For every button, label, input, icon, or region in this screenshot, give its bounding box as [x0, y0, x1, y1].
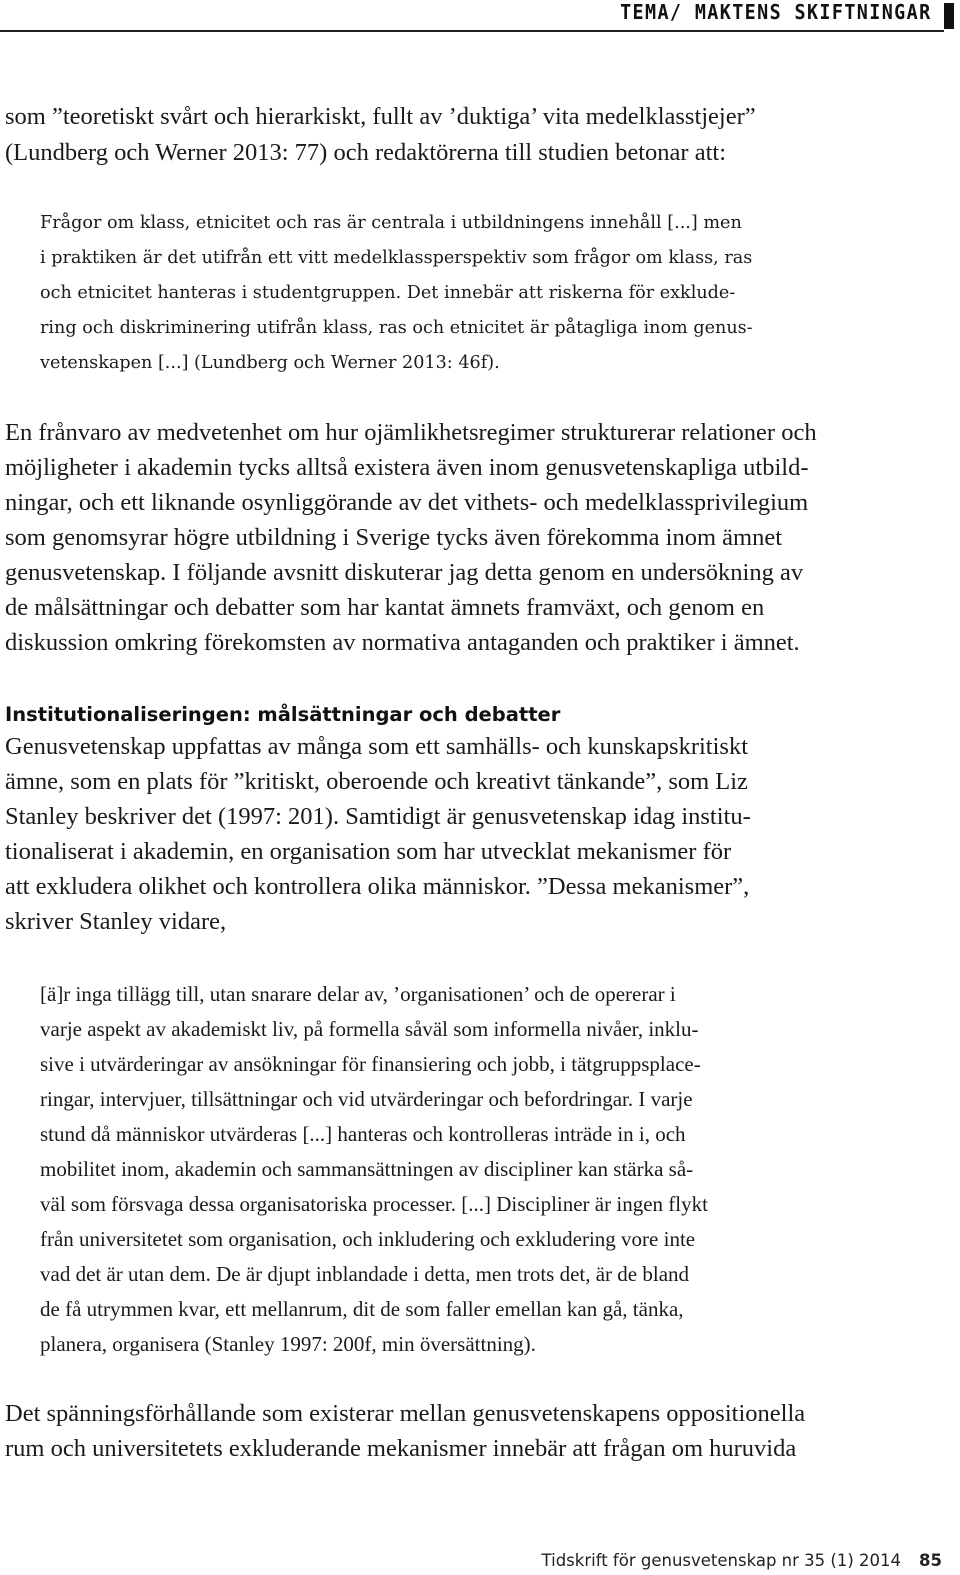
quote-line: väl som försvaga dessa organisatoriska processer. [...] Discipliner är ingen flykt — [40, 1192, 708, 1216]
text-line: (Lundberg och Werner 2013: 77) och redaktörerna till studien betonar att: — [5, 139, 727, 166]
quote-line: de få utrymmen kvar, ett mellanrum, dit de som faller emellan kan gå, tänka, — [40, 1297, 684, 1321]
text-line: tionaliserat i akademin, en organisation som har utvecklat mekanismer för — [5, 838, 732, 865]
text-line: ämne, som en plats för ”kritiskt, oberoende och kreativt tänkande”, som Liz — [5, 768, 748, 795]
text-line: de målsättningar och debatter som har kantat ämnets framväxt, och genom en — [5, 594, 765, 621]
text-line: att exkludera olikhet och kontrollera olika människor. ”Dessa mekanismer”, — [5, 873, 750, 900]
text-line: diskussion omkring förekomsten av normativa antaganden och praktiker i ämnet. — [5, 629, 800, 656]
text-line: skriver Stanley vidare, — [5, 908, 227, 935]
quote-line: ringar, intervjuer, tillsättningar och vid utvärderingar och befordringar. I varje — [40, 1087, 693, 1111]
quote-line: i praktiken är det utifrån ett vitt medelklassperspektiv som frågor om klass, ras — [40, 248, 753, 268]
quote-line: från universitetet som organisation, och inkludering och exkludering vore inte — [40, 1227, 696, 1251]
text-line: Genusvetenskap uppfattas av många som ett samhälls- och kunskapskritiskt — [5, 733, 749, 760]
quote-line: sive i utvärderingar av ansökningar för finansiering och jobb, i tätgruppsplace- — [40, 1052, 701, 1076]
text-line: rum och universitetets exkluderande mekanismer innebär att frågan om huruvida — [5, 1435, 797, 1462]
quote-line: planera, organisera (Stanley 1997: 200f, min översättning). — [40, 1332, 536, 1356]
text-line: En frånvaro av medvetenhet om hur ojämlikhetsregimer strukturerar relationer och — [5, 419, 817, 446]
text-line: Det spänningsförhållande som existerar mellan genusvetenskapens oppositionella — [5, 1400, 806, 1427]
page-number: 85 — [919, 1551, 942, 1570]
quote-line: mobilitet inom, akademin och sammansättningen av discipliner kan stärka så- — [40, 1157, 694, 1181]
quote-line: ring och diskriminering utifrån klass, ras och etnicitet är påtagliga inom genus- — [40, 318, 753, 338]
quote-line: [ä]r inga tillägg till, utan snarare delar av, ’organisationen’ och de opererar i — [40, 982, 676, 1006]
text-line: Stanley beskriver det (1997: 201). Samtidigt är genusvetenskap idag institu- — [5, 803, 751, 830]
journal-citation: Tidskrift för genusvetenskap nr 35 (1) 2014 — [541, 1551, 902, 1570]
header-rule — [0, 30, 944, 32]
text-line: genusvetenskap. I följande avsnitt diskuterar jag detta genom en undersökning av — [5, 559, 804, 586]
header-marker — [944, 3, 954, 29]
section-title: TEMA/ MAKTENS SKIFTNINGAR — [620, 0, 932, 24]
text-line: möjligheter i akademin tycks alltså existera även inom genusvetenskapliga utbild- — [5, 454, 809, 481]
quote-line: Frågor om klass, etnicitet och ras är centrala i utbildningens innehåll [...] men — [40, 213, 742, 233]
quote-line: vetenskapen [...] (Lundberg och Werner 2013: 46f). — [40, 353, 500, 373]
quote-line: varje aspekt av akademiskt liv, på formella såväl som informella nivåer, inklu- — [40, 1017, 699, 1041]
text-line: som ”teoretiskt svårt och hierarkiskt, fullt av ’duktiga’ vita medelklasstjejer” — [5, 103, 756, 130]
text-line: som genomsyrar högre utbildning i Sverige tycks även förekomma inom ämnet — [5, 524, 783, 551]
page-footer — [542, 1551, 942, 1570]
text-line: ningar, och ett liknande osynliggörande av det vithets- och medelklassprivilegium — [5, 489, 809, 516]
quote-line: stund då människor utvärderas [...] hanteras och kontrolleras inträde in i, och — [40, 1122, 686, 1146]
quote-line: och etnicitet hanteras i studentgruppen. Det innebär att riskerna för exklude- — [40, 283, 736, 303]
section-heading: Institutionaliseringen: målsättningar och debatter — [5, 703, 561, 726]
quote-line: vad det är utan dem. De är djupt inblandade i detta, men trots det, är de bland — [40, 1262, 690, 1286]
